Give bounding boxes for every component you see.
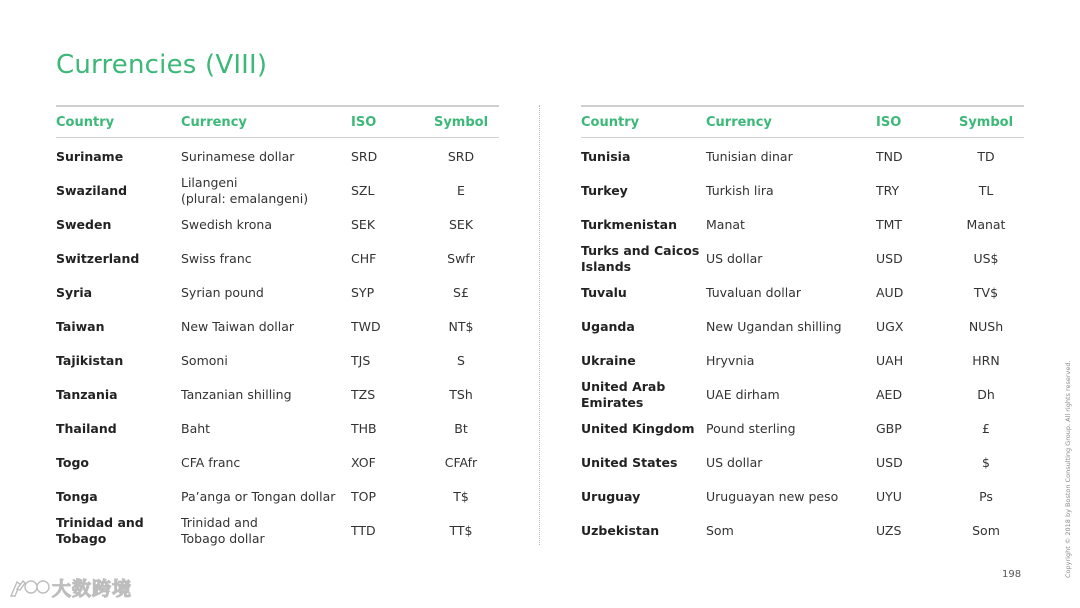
symbol-cell: TV$ — [973, 285, 999, 300]
symbol-cell: TSh — [449, 387, 473, 402]
iso-cell: SRD — [351, 149, 378, 164]
iso-cell: UZS — [876, 523, 902, 538]
table-row — [56, 344, 499, 378]
table-body — [581, 138, 1024, 549]
watermark-logo-icon — [8, 576, 50, 600]
currency-cell: Syrian pound — [181, 285, 264, 300]
currency-table-right — [581, 105, 1024, 548]
table-row — [56, 310, 499, 344]
iso-cell: AED — [876, 387, 903, 402]
currency-cell: Tuvaluan dollar — [706, 285, 801, 300]
currency-table-left — [56, 105, 499, 548]
currency-cell: Somoni — [181, 353, 228, 368]
currency-cell: Pa’anga or Tongan dollar — [181, 489, 336, 504]
currency-cell: Pound sterling — [706, 421, 796, 436]
symbol-cell: Ps — [979, 489, 993, 504]
symbol-cell: Dh — [977, 387, 995, 402]
currency-cell: Som — [706, 523, 734, 538]
table-row — [581, 344, 1024, 378]
header-currency: Currency — [181, 106, 351, 138]
table-row — [581, 138, 1024, 175]
table-row — [581, 446, 1024, 480]
country-cell: Taiwan — [56, 319, 105, 334]
iso-cell: UGX — [876, 319, 904, 334]
table-row — [56, 242, 499, 276]
symbol-cell: Bt — [454, 421, 468, 436]
iso-cell: TND — [876, 149, 903, 164]
country-cell: Sweden — [56, 217, 112, 232]
currency-cell: Trinidad and Tobago dollar — [181, 515, 265, 546]
currency-cell: Tanzanian shilling — [181, 387, 292, 402]
header-iso: ISO — [351, 106, 423, 138]
symbol-cell: TT$ — [449, 523, 473, 538]
country-cell: Turkey — [581, 183, 628, 198]
table-header-row — [56, 106, 499, 138]
currency-cell: Manat — [706, 217, 745, 232]
header-symbol: Symbol — [423, 106, 499, 138]
iso-cell: TZS — [351, 387, 376, 402]
iso-cell: SEK — [351, 217, 376, 232]
symbol-cell: SRD — [447, 149, 475, 164]
iso-cell: SZL — [351, 183, 375, 198]
symbol-cell: Manat — [966, 217, 1006, 232]
currency-cell: Uruguayan new peso — [706, 489, 839, 504]
table-row — [581, 412, 1024, 446]
symbol-cell: Swfr — [447, 251, 475, 266]
table-header-row — [581, 106, 1024, 138]
table-row — [56, 514, 499, 548]
country-cell: Thailand — [56, 421, 117, 436]
iso-cell: AUD — [876, 285, 904, 300]
country-cell: Swaziland — [56, 183, 128, 198]
currency-cell: UAE dirham — [706, 387, 780, 402]
watermark-text: 大数跨境 — [52, 578, 133, 600]
country-cell: Tonga — [56, 489, 98, 504]
country-cell: Tanzania — [56, 387, 118, 402]
iso-cell: GBP — [876, 421, 902, 436]
table-row — [56, 276, 499, 310]
symbol-cell: HRN — [972, 353, 1000, 368]
currency-cell: Swiss franc — [181, 251, 252, 266]
currency-cell: Turkish lira — [706, 183, 774, 198]
symbol-cell: US$ — [973, 251, 999, 266]
header-iso: ISO — [876, 106, 948, 138]
iso-cell: TRY — [876, 183, 900, 198]
symbol-cell: T$ — [453, 489, 469, 504]
table-row — [56, 174, 499, 208]
header-symbol: Symbol — [948, 106, 1024, 138]
country-cell: Turks and Caicos Islands — [581, 243, 700, 274]
country-cell: Switzerland — [56, 251, 140, 266]
country-cell: Ukraine — [581, 353, 636, 368]
currency-cell: Tunisian dinar — [706, 149, 793, 164]
symbol-cell: E — [457, 183, 465, 198]
iso-cell: CHF — [351, 251, 377, 266]
watermark — [8, 574, 132, 601]
iso-cell: USD — [876, 251, 903, 266]
iso-cell: TWD — [351, 319, 381, 334]
currency-cell: New Ugandan shilling — [706, 319, 842, 334]
column-divider — [539, 105, 540, 545]
iso-cell: UAH — [876, 353, 904, 368]
currency-cell: CFA franc — [181, 455, 241, 470]
symbol-cell: SEK — [448, 217, 474, 232]
iso-cell: TOP — [351, 489, 377, 504]
country-cell: Suriname — [56, 149, 124, 164]
table-row — [56, 138, 499, 175]
currency-cell: New Taiwan dollar — [181, 319, 295, 334]
country-cell: Tajikistan — [56, 353, 124, 368]
currency-cell: US dollar — [706, 455, 763, 470]
symbol-cell: $ — [982, 455, 990, 470]
currency-cell: US dollar — [706, 251, 763, 266]
iso-cell: TMT — [876, 217, 903, 232]
country-cell: Uzbekistan — [581, 523, 660, 538]
iso-cell: TTD — [351, 523, 376, 538]
country-cell: United States — [581, 455, 678, 470]
table-row — [581, 514, 1024, 548]
page-title: Currencies (VIII) — [56, 50, 268, 80]
table-row — [581, 378, 1024, 412]
currency-cell: Hryvnia — [706, 353, 755, 368]
table-row — [56, 412, 499, 446]
table-row — [581, 208, 1024, 242]
symbol-cell: CFAfr — [444, 455, 478, 470]
iso-cell: USD — [876, 455, 903, 470]
symbol-cell: TL — [978, 183, 994, 198]
currency-cell: Surinamese dollar — [181, 149, 295, 164]
page-number: 198 — [1002, 569, 1022, 580]
symbol-cell: NT$ — [448, 319, 474, 334]
currency-cell: Baht — [181, 421, 211, 436]
table-row — [581, 242, 1024, 276]
country-cell: Trinidad and Tobago — [56, 515, 144, 546]
copyright-notice: Copyright © 2018 by Boston Consulting Group. All rights reserved. — [1064, 360, 1072, 578]
iso-cell: TJS — [351, 353, 371, 368]
table-row — [581, 310, 1024, 344]
country-cell: Tuvalu — [581, 285, 627, 300]
country-cell: Uganda — [581, 319, 635, 334]
table-row — [56, 378, 499, 412]
symbol-cell: Som — [972, 523, 1000, 538]
symbol-cell: TD — [977, 149, 995, 164]
country-cell: United Arab Emirates — [581, 379, 666, 410]
table-body — [56, 138, 499, 549]
table-row — [56, 208, 499, 242]
country-cell: Syria — [56, 285, 93, 300]
iso-cell: THB — [351, 421, 377, 436]
currency-cell: Lilangeni (plural: emalangeni) — [181, 175, 309, 206]
iso-cell: XOF — [351, 455, 376, 470]
table-row — [581, 480, 1024, 514]
table-row — [56, 480, 499, 514]
symbol-cell: £ — [982, 421, 990, 436]
header-country: Country — [581, 106, 706, 138]
country-cell: Uruguay — [581, 489, 641, 504]
symbol-cell: S — [457, 353, 465, 368]
table-row — [581, 174, 1024, 208]
table-row — [581, 276, 1024, 310]
country-cell: United Kingdom — [581, 421, 695, 436]
country-cell: Tunisia — [581, 149, 631, 164]
header-currency: Currency — [706, 106, 876, 138]
country-cell: Togo — [56, 455, 89, 470]
iso-cell: SYP — [351, 285, 375, 300]
iso-cell: UYU — [876, 489, 902, 504]
country-cell: Turkmenistan — [581, 217, 677, 232]
header-country: Country — [56, 106, 181, 138]
currency-cell: Swedish krona — [181, 217, 272, 232]
table-row — [56, 446, 499, 480]
symbol-cell: S£ — [453, 285, 469, 300]
symbol-cell: NUSh — [968, 319, 1004, 334]
